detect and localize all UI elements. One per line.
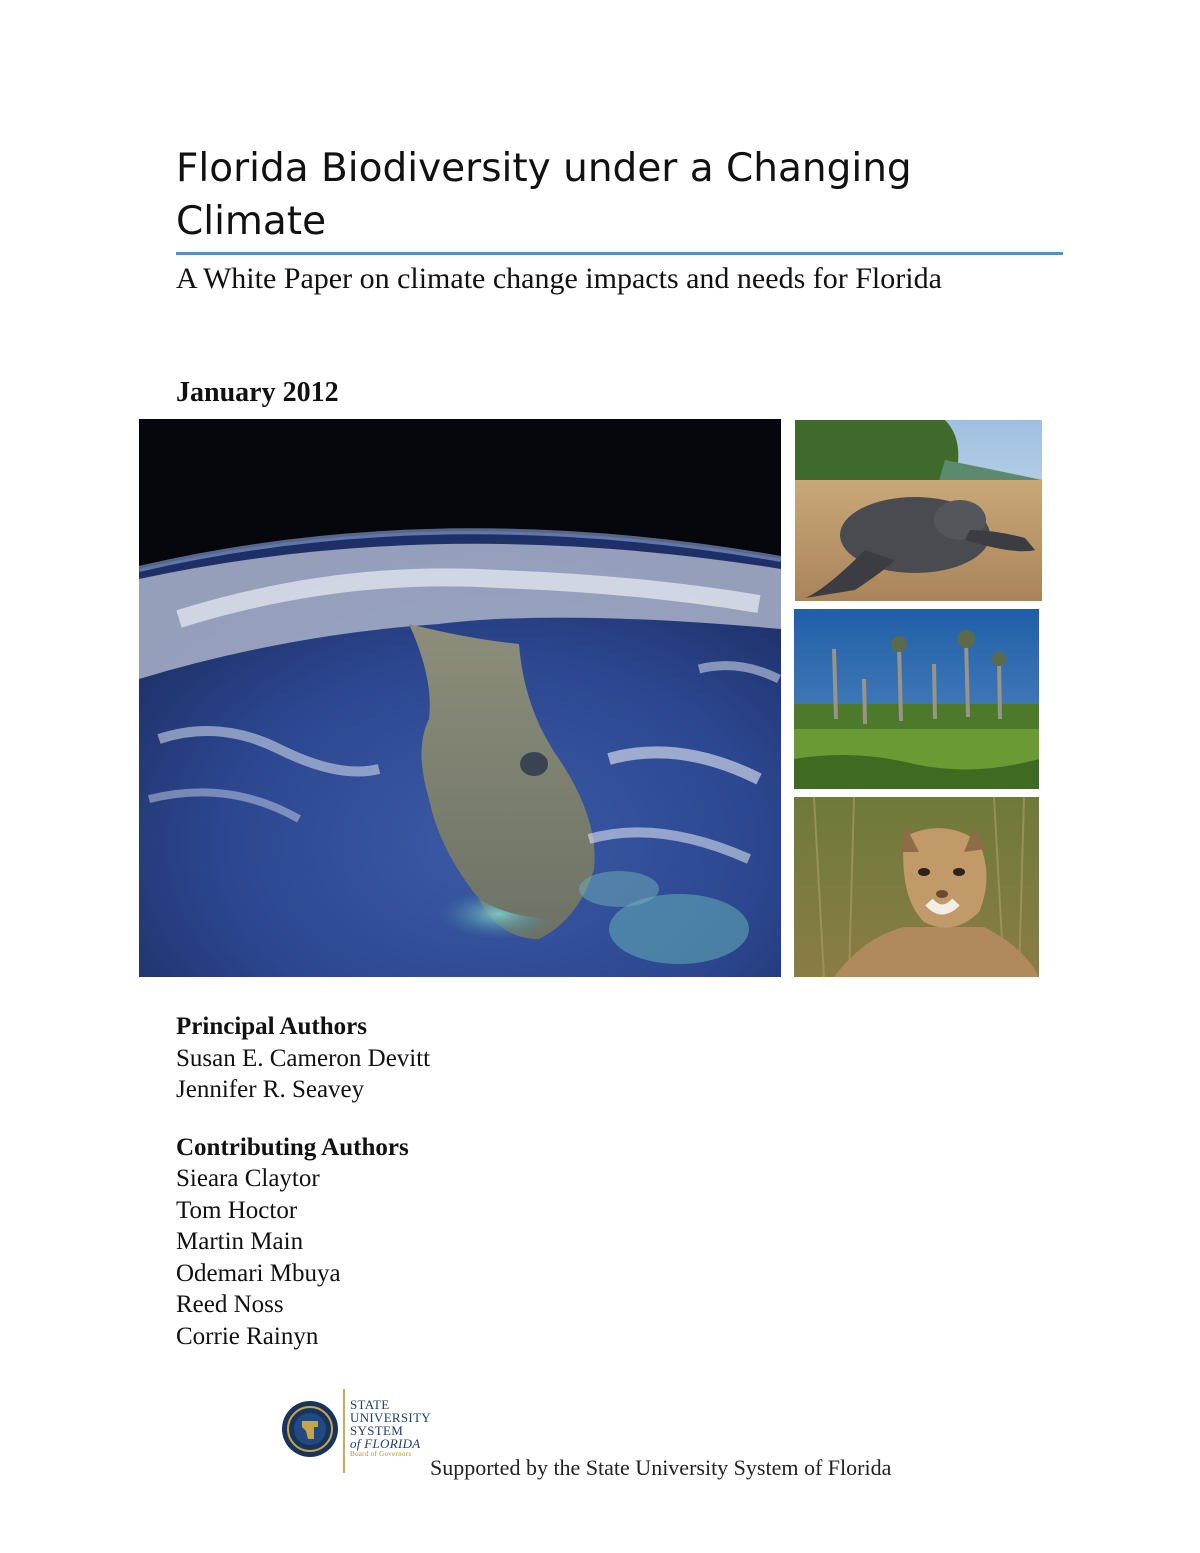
author-name: Reed Noss <box>176 1291 284 1318</box>
author-name: Sieara Claytor <box>176 1165 320 1192</box>
logo-line: UNIVERSITY <box>350 1410 431 1425</box>
logo-subline: Board of Governors <box>350 1450 412 1458</box>
document-subtitle: A White Paper on climate change impacts and needs for Florida <box>176 262 942 295</box>
coastal-marsh-photo <box>794 609 1039 789</box>
logo-line: SYSTEM <box>350 1423 404 1438</box>
sea-turtle-photo <box>795 420 1042 601</box>
author-name: Jennifer R. Seavey <box>176 1076 365 1103</box>
authors-section <box>176 1011 430 1352</box>
florida-satellite-photo <box>139 419 781 977</box>
logo-line: of FLORIDA <box>350 1436 421 1451</box>
title-divider <box>176 252 1063 255</box>
contributing-authors-heading: Contributing Authors <box>176 1133 409 1161</box>
document-title: Florida Biodiversity under a Changing Climate <box>176 146 912 244</box>
author-name: Susan E. Cameron Devitt <box>176 1044 431 1072</box>
logo-line: STATE <box>350 1397 390 1412</box>
author-name: Martin Main <box>176 1228 304 1255</box>
principal-authors-heading: Principal Authors <box>176 1013 367 1040</box>
author-name: Corrie Rainyn <box>176 1322 319 1350</box>
author-name: Odemari Mbuya <box>176 1259 341 1287</box>
florida-panther-photo <box>794 797 1039 977</box>
publication-date: January 2012 <box>176 377 339 408</box>
sus-logo-wordmark <box>350 1398 431 1459</box>
author-name: Tom Hoctor <box>176 1196 298 1224</box>
support-statement: Supported by the State University System of Florida <box>430 1455 892 1480</box>
